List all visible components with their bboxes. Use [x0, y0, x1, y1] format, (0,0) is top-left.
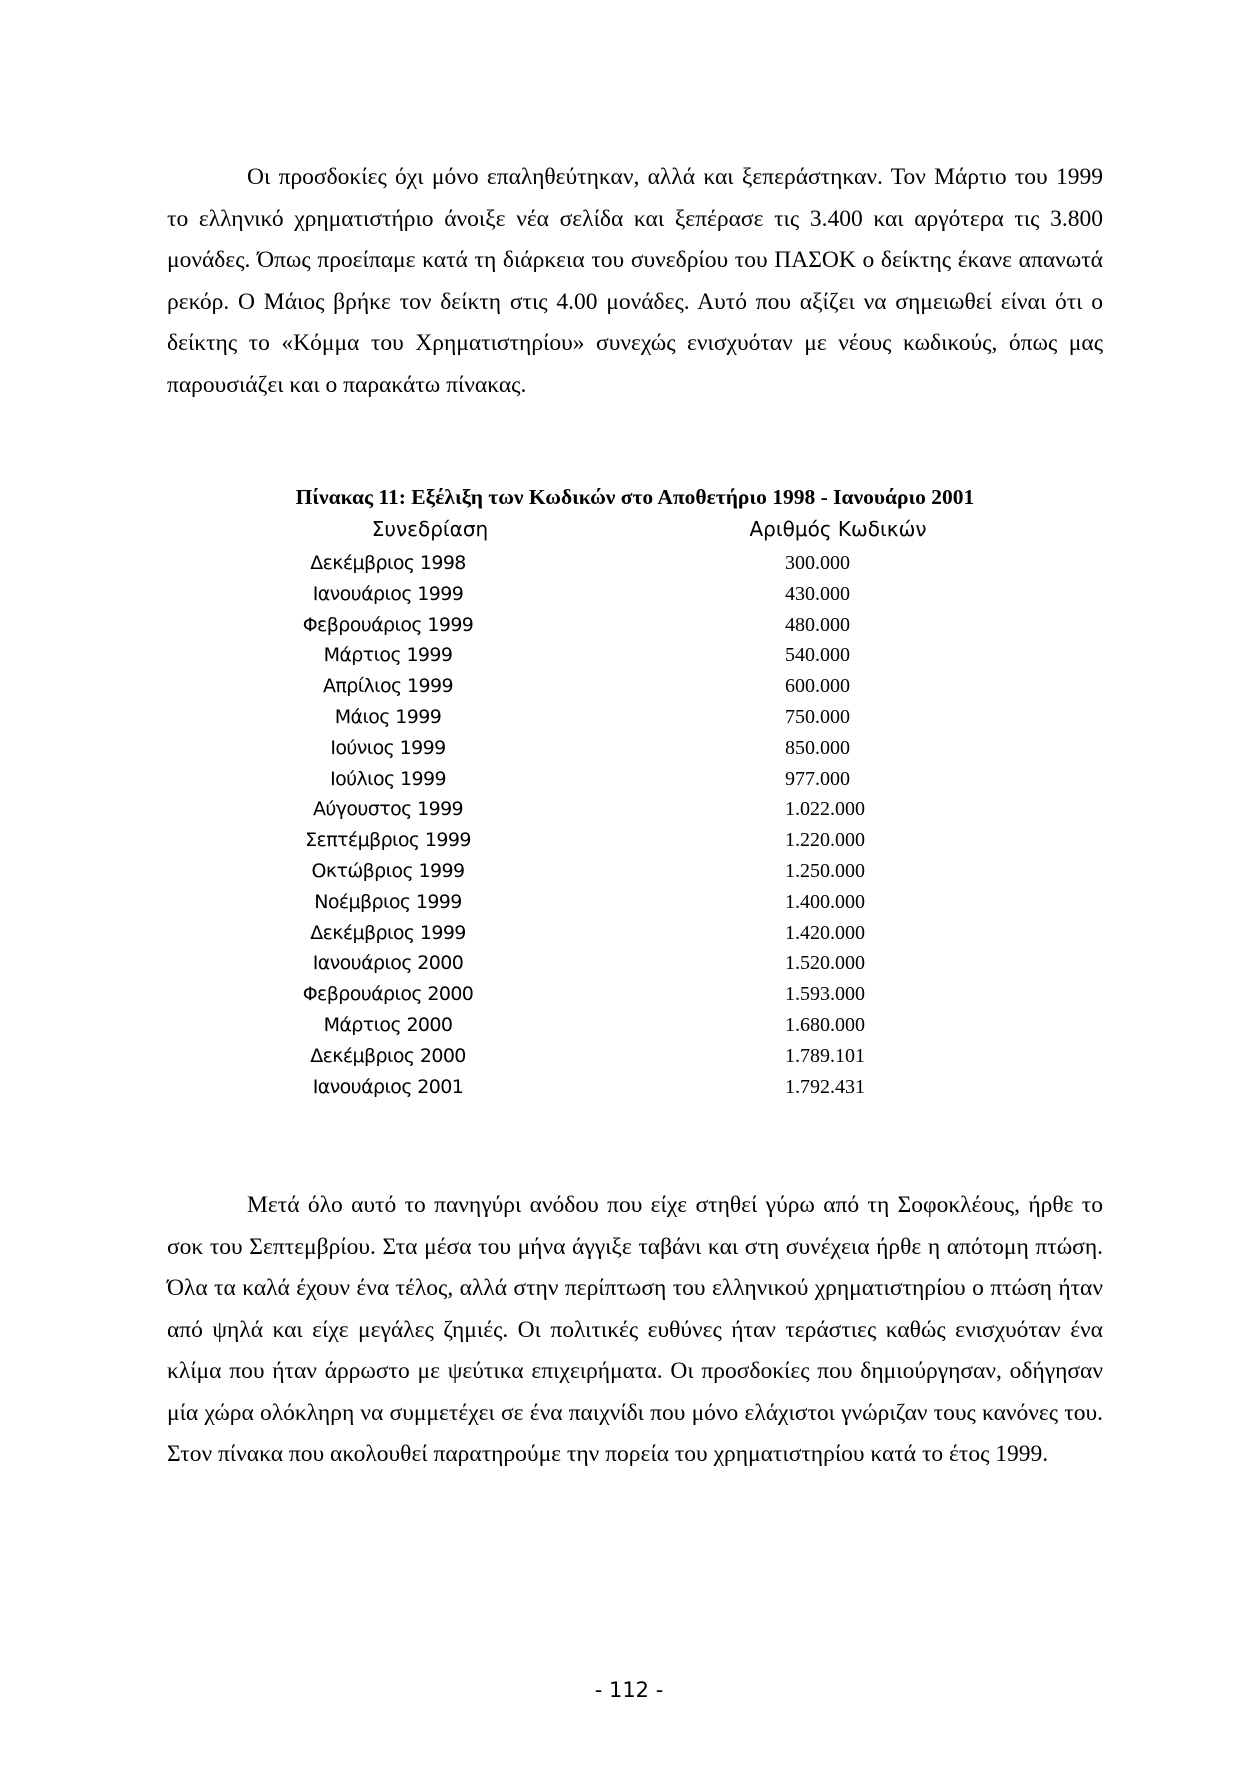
- session-cell: Μάιος 1999: [334, 705, 442, 728]
- table-row: [0, 702, 1258, 733]
- session-cell: Ιούνιος 1999: [330, 736, 446, 759]
- session-cell: Ιανουάριος 1999: [312, 582, 464, 605]
- table-row: [0, 764, 1258, 795]
- codes-cell: 850.000: [785, 736, 850, 759]
- codes-cell: 1.593.000: [785, 983, 865, 1006]
- codes-cell: 600.000: [785, 675, 850, 698]
- codes-cell: 1.022.000: [785, 798, 865, 821]
- session-cell: Δεκέμβριος 1999: [310, 921, 466, 944]
- session-cell: Ιούλιος 1999: [330, 767, 446, 790]
- table-row: [0, 825, 1258, 856]
- codes-cell: 750.000: [785, 705, 850, 728]
- session-cell: Νοέμβριος 1999: [314, 890, 462, 913]
- codes-cell: 430.000: [785, 582, 850, 605]
- table-row: [0, 548, 1258, 579]
- table-row: [0, 640, 1258, 671]
- table-row: [0, 979, 1258, 1010]
- session-cell: Φεβρουάριος 1999: [302, 613, 474, 636]
- codes-cell: 1.420.000: [785, 921, 865, 944]
- session-cell: Φεβρουάριος 2000: [302, 983, 474, 1006]
- table-row: [0, 610, 1258, 641]
- codes-cell: 300.000: [785, 552, 850, 574]
- page-number: - 112 -: [594, 1678, 664, 1702]
- session-cell: Δεκέμβριος 2000: [310, 1044, 466, 1067]
- session-cell: Οκτώβριος 1999: [311, 859, 465, 882]
- table-row: [0, 579, 1258, 610]
- body-paragraph-september: Μετά όλο αυτό το πανηγύρι ανόδου που είχε στηθεί γύρω από τη Σοφοκλέους, ήρθε το σοκ του Σεπτεμβρίου. Στα μέσα του μήνα άγγιξε ταβάνι και στη συνέχεια ήρθε η απότομη πτώση. Όλα τα καλά έχουν ένα τέλος, αλλά στην περίπτωση του ελληνικού χρηματιστηρίου ο πτώση ήταν από ψηλά και είχε μεγάλες ζημιές. Οι πολιτικές ευθύνες ήταν τεράστιες καθώς ενισχυόταν ένα κλίμα που ήταν άρρωστο με ψεύτικα επιχειρήματα. Οι προσδοκίες που δημιούργησαν, οδήγησαν μία χώρα ολόκληρη να συμμετέχει σε ένα παιχνίδι που μόνο ελάχιστοι γνώριζαν τους κανόνες του. Στον πίνακα που ακολουθεί παρατηρούμε την πορεία του χρηματιστηρίου κατά το έτος 1999.: [167, 1192, 1103, 1467]
- session-cell: Αύγουστος 1999: [312, 798, 464, 821]
- codes-cell: 1.250.000: [785, 859, 865, 882]
- table-row: [0, 1041, 1258, 1072]
- table-row: [0, 887, 1258, 918]
- codes-cell: 1.220.000: [785, 829, 865, 852]
- session-cell: Μάρτιος 1999: [323, 644, 453, 667]
- codes-cell: 1.680.000: [785, 1013, 865, 1036]
- table-header: [0, 513, 1258, 545]
- codes-cell: 480.000: [785, 613, 850, 636]
- codes-cell: 1.792.431: [785, 1075, 865, 1098]
- session-cell: Ιανουάριος 2000: [312, 952, 464, 975]
- session-cell: Δεκέμβριος 1998: [310, 552, 466, 574]
- codes-cell: 1.789.101: [785, 1044, 865, 1067]
- session-cell: Απρίλιος 1999: [323, 675, 453, 698]
- table-row: [0, 794, 1258, 825]
- codes-cell: 977.000: [785, 767, 850, 790]
- codes-cell: 1.400.000: [785, 890, 865, 913]
- column-header-session: Συνεδρίαση: [371, 517, 489, 541]
- table-row: [0, 733, 1258, 764]
- column-header-codes: Αριθμός Κωδικών: [749, 517, 927, 541]
- session-cell: Μάρτιος 2000: [323, 1013, 453, 1036]
- table-row: [0, 1010, 1258, 1041]
- codes-cell: 540.000: [785, 644, 850, 667]
- table-title: Πίνακας 11: Εξέλιξη των Κωδικών στο Αποθετήριο 1998 - Ιανουάριο 2001: [295, 485, 975, 509]
- codes-table: [0, 548, 1258, 1102]
- body-paragraph-intro: Οι προσδοκίες όχι μόνο επαληθεύτηκαν, αλλά και ξεπεράστηκαν. Τον Μάρτιο του 1999 το ελληνικό χρηματιστήριο άνοιξε νέα σελίδα και ξεπέρασε τις 3.400 και αργότερα τις 3.800 μονάδες. Όπως προείπαμε κατά τη διάρκεια του συνεδρίου του ΠΑΣΟΚ ο δείκτης έκανε απανωτά ρεκόρ. Ο Μάιος βρήκε τον δείκτη στις 4.00 μονάδες. Αυτό που αξίζει να σημειωθεί είναι ότι ο δείκτης το «Κόμμα του Χρηματιστηρίου» συνεχώς ενισχυόταν με νέους κωδικούς, όπως μας παρουσιάζει και ο παρακάτω πίνακας.: [167, 164, 1103, 398]
- session-cell: Σεπτέμβριος 1999: [305, 829, 471, 852]
- table-row: [0, 671, 1258, 702]
- table-row: [0, 856, 1258, 887]
- session-cell: Ιανουάριος 2001: [312, 1075, 464, 1098]
- table-row: [0, 1072, 1258, 1103]
- codes-cell: 1.520.000: [785, 952, 865, 975]
- table-row: [0, 918, 1258, 949]
- table-row: [0, 948, 1258, 979]
